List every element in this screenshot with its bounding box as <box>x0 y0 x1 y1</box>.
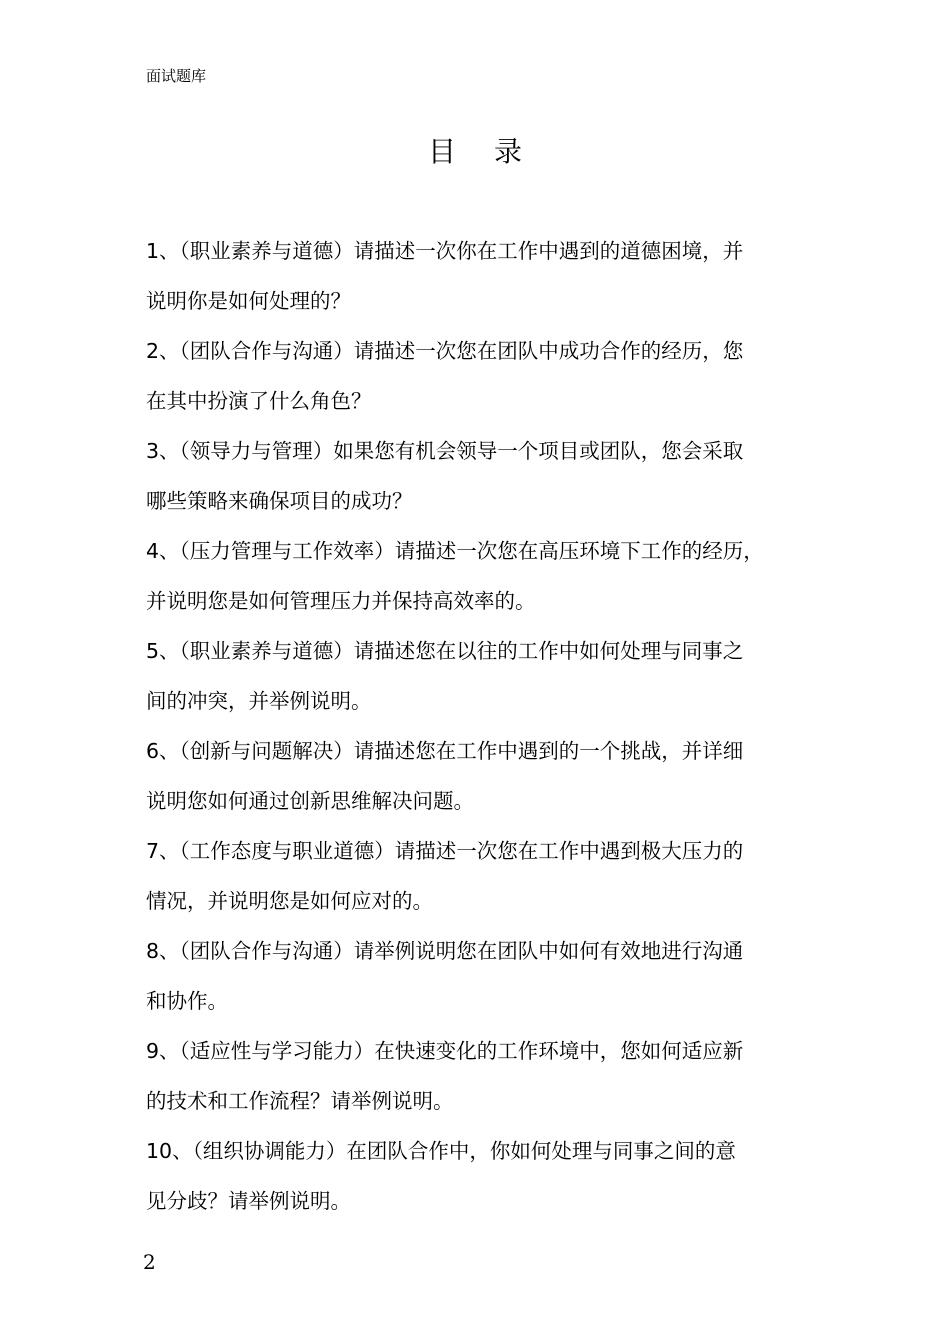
toc-entry-7 <box>146 826 826 926</box>
toc-entry-line: 7、（工作态度与职业道德）请描述一次您在工作中遇到极大压力的 <box>146 839 744 863</box>
toc-entry-9 <box>146 1026 826 1126</box>
toc-entry-line: 10、（组织协调能力）在团队合作中，你如何处理与同事之间的意 <box>146 1139 736 1163</box>
toc-entry-line: 5、（职业素养与道德）请描述您在以往的工作中如何处理与同事之 <box>146 639 744 663</box>
toc-entry-line: 的技术和工作流程？请举例说明。 <box>146 1089 454 1113</box>
toc-entry-line: 8、（团队合作与沟通）请举例说明您在团队中如何有效地进行沟通 <box>146 939 744 963</box>
toc-entry-10 <box>146 1126 826 1226</box>
toc-entry-line: 间的冲突，并举例说明。 <box>146 689 372 713</box>
toc-entry-line: 6、（创新与问题解决）请描述您在工作中遇到的一个挑战，并详细 <box>146 739 744 763</box>
toc-entry-1 <box>146 226 826 326</box>
toc-entry-line: 2、（团队合作与沟通）请描述一次您在团队中成功合作的经历，您 <box>146 339 744 363</box>
toc-entry-line: 9、（适应性与学习能力）在快速变化的工作环境中，您如何适应新 <box>146 1039 744 1063</box>
toc-entry-line: 哪些策略来确保项目的成功？ <box>146 489 413 513</box>
toc-entry-line: 4、（压力管理与工作效率）请描述一次您在高压环境下工作的经历， <box>146 539 764 563</box>
toc-entry-line: 在其中扮演了什么角色？ <box>146 389 372 413</box>
toc-entry-5 <box>146 626 826 726</box>
toc-entry-4 <box>146 526 826 626</box>
toc-entry-line: 和协作。 <box>146 989 228 1013</box>
toc-entry-2 <box>146 326 826 426</box>
toc-entry-line: 情况，并说明您是如何应对的。 <box>146 889 433 913</box>
toc-list <box>146 226 826 1226</box>
toc-entry-line: 见分歧？请举例说明。 <box>146 1189 351 1213</box>
toc-entry-line: 说明你是如何处理的？ <box>146 289 351 313</box>
toc-entry-3 <box>146 426 826 526</box>
page-header: 面试题库 <box>146 67 207 85</box>
toc-title: 目录 <box>427 135 560 168</box>
toc-entry-8 <box>146 926 826 1026</box>
toc-entry-line: 3、（领导力与管理）如果您有机会领导一个项目或团队，您会采取 <box>146 439 744 463</box>
toc-entry-6 <box>146 726 826 826</box>
toc-entry-line: 1、（职业素养与道德）请描述一次你在工作中遇到的道德困境，并 <box>146 239 744 263</box>
toc-entry-line: 并说明您是如何管理压力并保持高效率的。 <box>146 589 536 613</box>
page-number: 2 <box>143 1250 156 1274</box>
toc-entry-line: 说明您如何通过创新思维解决问题。 <box>146 789 474 813</box>
